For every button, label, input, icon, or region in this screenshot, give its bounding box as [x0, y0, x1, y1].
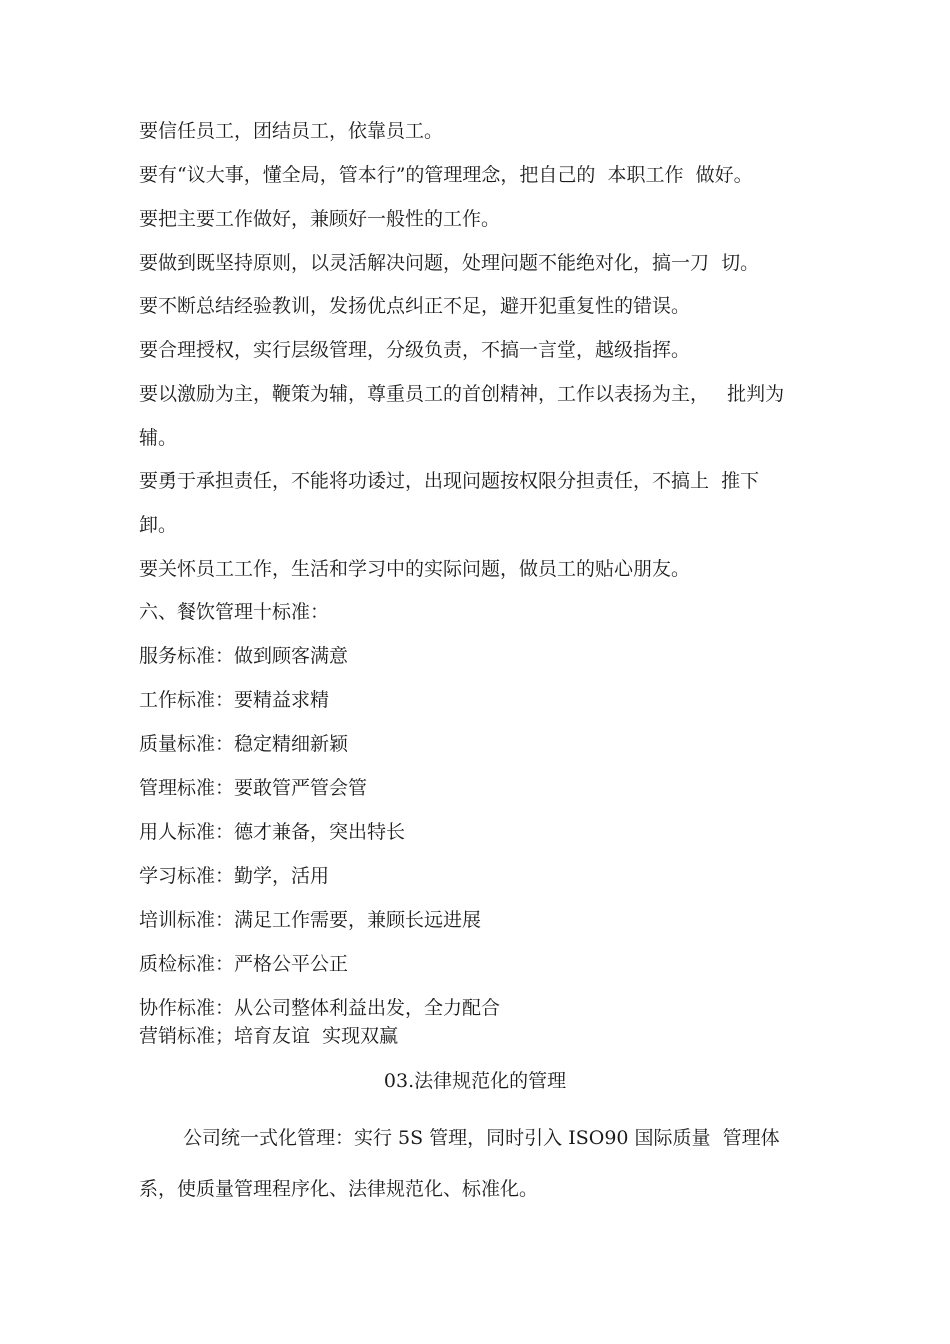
standard-item: 培训标准：满足工作需要，兼顾长远进展: [139, 909, 482, 931]
standard-item: 学习标准：勤学，活用: [139, 865, 330, 887]
section-title: 03.法律规范化的管理: [383, 1070, 567, 1092]
standard-item: 管理标准：要敢管严管会管: [139, 777, 368, 799]
text-line: 要不断总结经验教训，发扬优点纠正不足，避开犯重复性的错误。: [139, 295, 691, 317]
standard-item: 协作标准：从公司整体利益出发，全力配合: [139, 997, 501, 1019]
text-line: 要以激励为主，鞭策为辅，尊重员工的首创精神，工作以表扬为主， 批判为: [139, 383, 785, 405]
text-line: 要勇于承担责任，不能将功诿过，出现问题按权限分担责任，不搞上 推下: [139, 470, 760, 492]
standard-item: 工作标准：要精益求精: [139, 689, 330, 711]
text-line: 要做到既坚持原则，以灵活解决问题，处理问题不能绝对化，搞一刀 切。: [139, 252, 760, 274]
text-line: 要合理授权，实行层级管理，分级负责，不搞一言堂，越级指挥。: [139, 339, 691, 361]
section-heading: 六、餐饮管理十标准：: [139, 601, 330, 623]
standard-item: 用人标准：德才兼备，突出特长: [139, 821, 406, 843]
standard-item: 营销标准；培育友谊 实现双赢: [139, 1025, 399, 1047]
paragraph-line: 系，使质量管理程序化、法律规范化、标准化。: [139, 1178, 539, 1200]
standard-item: 质检标准：严格公平公正: [139, 953, 349, 975]
paragraph-line: 公司统一式化管理：实行 5S 管理，同时引入 ISO90 国际质量 管理体: [183, 1127, 780, 1149]
standard-item: 服务标准：做到顾客满意: [139, 645, 349, 667]
text-line: 要关怀员工工作，生活和学习中的实际问题，做员工的贴心朋友。: [139, 558, 691, 580]
text-line: 要把主要工作做好，兼顾好一般性的工作。: [139, 208, 501, 230]
text-line: 要信任员工，团结员工，依靠员工。: [139, 120, 444, 142]
text-line: 要有“议大事，懂全局，管本行”的管理理念，把自己的 本职工作 做好。: [139, 164, 753, 186]
standard-item: 质量标准：稳定精细新颖: [139, 733, 349, 755]
text-line: 辅。: [139, 427, 178, 449]
text-line: 卸。: [139, 514, 178, 536]
